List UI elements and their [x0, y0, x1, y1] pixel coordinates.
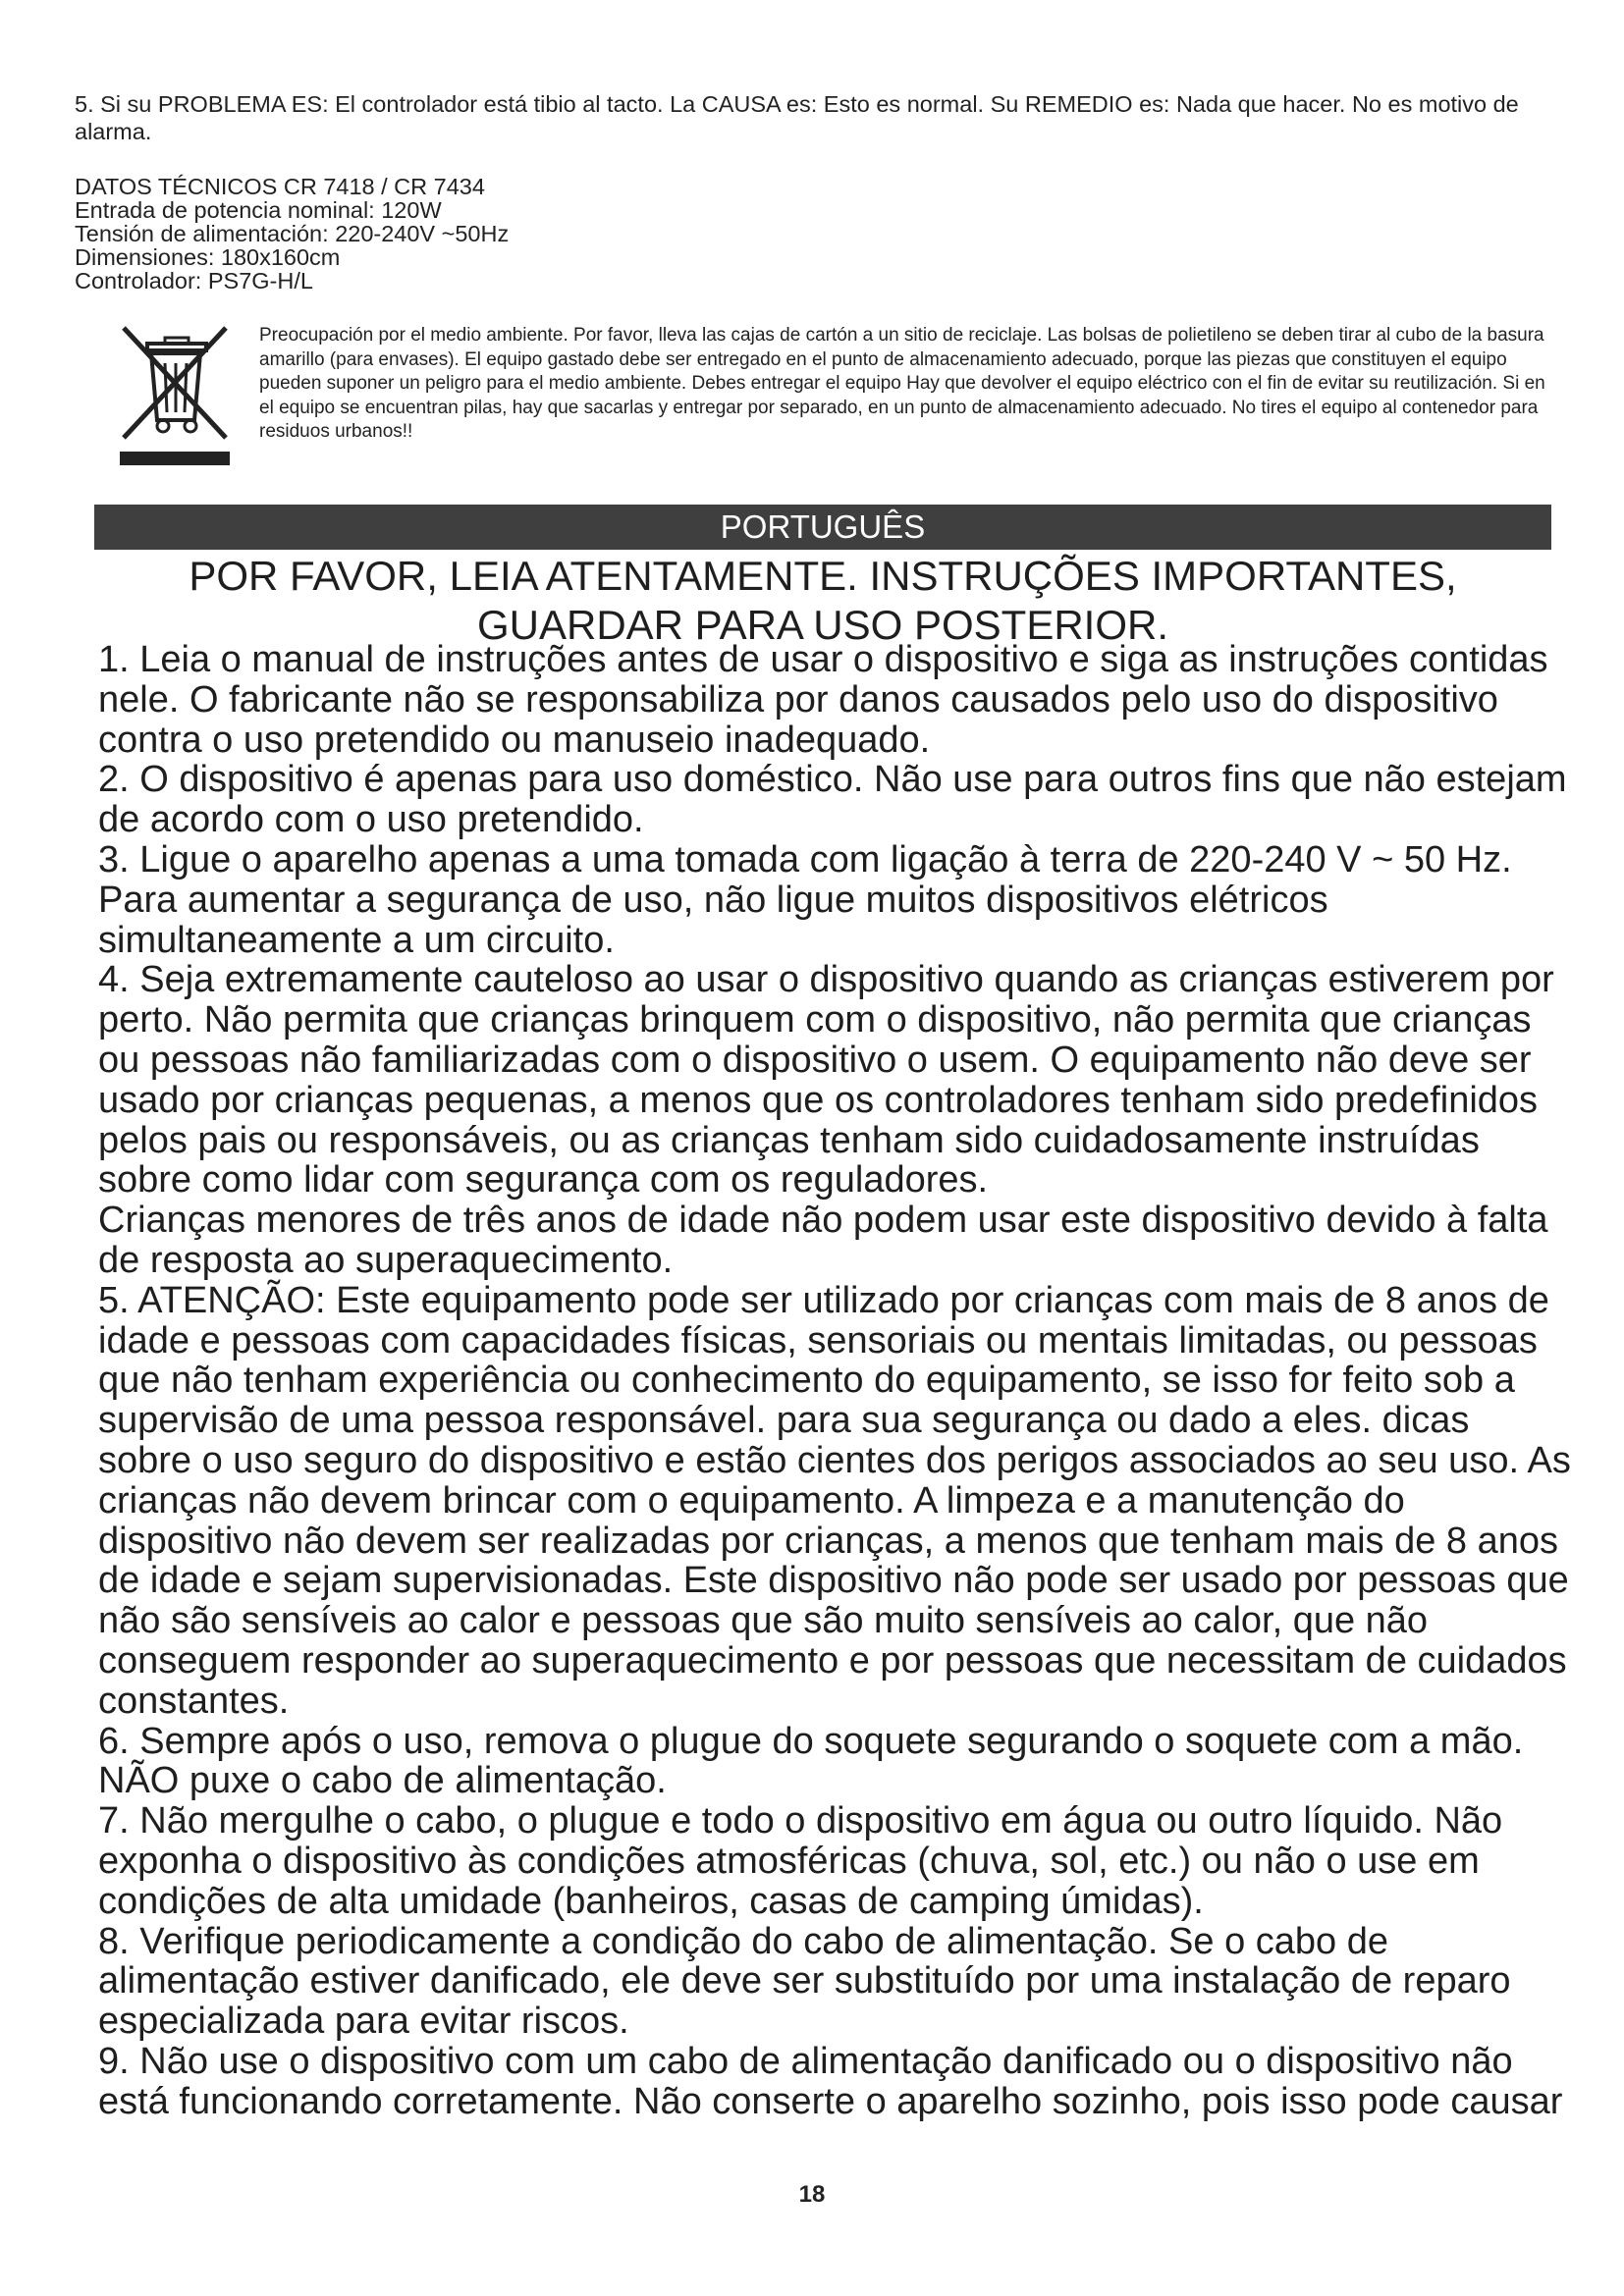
instruction-item: Crianças menores de três anos de idade não podem usar este dispositivo devido à falta de resposta ao superaquecimento.: [98, 1200, 1548, 1281]
technical-data-controller: Controlador: PS7G-H/L: [75, 268, 313, 294]
important-instructions-heading: POR FAVOR, LEIA ATENTAMENTE. INSTRUÇÕES IMPORTANTES, GUARDAR PARA USO POSTERIOR.: [189, 553, 1457, 648]
page-number: 18: [798, 2181, 826, 2208]
technical-data-power: Entrada de potencia nominal: 120W: [75, 197, 442, 223]
safety-instructions-list: [98, 640, 1571, 2121]
instruction-item: 1. Leia o manual de instruções antes de usar o dispositivo e siga as instruções contidas nele. O fabricante não se responsabiliza por danos causados pelo uso do dispositivo contra o uso pretendido ou manuseio inadequado.: [98, 639, 1548, 761]
technical-data-dimensions: Dimensiones: 180x160cm: [75, 244, 341, 270]
instruction-item: 7. Não mergulhe o cabo, o plugue e todo o dispositivo em água ou outro líquido. Não exponha o dispositivo às condições atmosféricas (chuva, sol, etc.) ou não o use em condições de alta umidade (banheiros, casas de camping úmidas).: [98, 1800, 1503, 1922]
instruction-item: 3. Ligue o aparelho apenas a uma tomada com ligação à terra de 220-240 V ~ 50 Hz. Para aumentar a segurança de uso, não ligue muitos dispositivos elétricos simultaneamente a um circuito.: [98, 838, 1512, 961]
instruction-item: 2. O dispositivo é apenas para uso doméstico. Não use para outros fins que não estejam de acordo com o uso pretendido.: [98, 759, 1567, 841]
environment-notice: Preocupación por el medio ambiente. Por favor, lleva las cajas de cartón a un sitio de reciclaje. Las bolsas de polietileno se deben tirar al cubo de la basura amarillo (para envases). El equipo gastado debe ser entregado en el punto de almacenamiento adecuado, porque las piezas que constituyen el equipo pueden suponer un peligro para el medio ambiente. Debes entregar el equipo Hay que devolver el equipo eléctrico con el fin de evitar su reutilización. Si en el equipo se encuentran pilas, hay que sacarlas y entregar por separado, en un punto de almacenamiento adecuado. No tires el equipo al contenedor para residuos urbanos!!: [259, 325, 1545, 443]
technical-data-title: DATOS TÉCNICOS CR 7418 / CR 7434: [75, 174, 485, 199]
instruction-item: 4. Seja extremamente cauteloso ao usar o dispositivo quando as crianças estiverem por perto. Não permita que crianças brinquem com o dispositivo, não permita que crianças ou pessoas não familiarizadas com o dispositivo o usem. O equipamento não deve ser usado por crianças pequenas, a menos que os controladores tenham sido predefinidos pelos pais ou responsáveis, ou as crianças tenham sido cuidadosamente instruídas sobre como lidar com segurança com os reguladores.: [98, 959, 1554, 1201]
instruction-item: 8. Verifique periodicamente a condição do cabo de alimentação. Se o cabo de alimentação estiver danificado, ele deve ser substituído por uma instalação de reparo especializada para evitar riscos.: [98, 1920, 1511, 2043]
technical-data-voltage: Tensión de alimentación: 220-240V ~50Hz: [75, 221, 510, 246]
technical-data-block: [75, 175, 860, 293]
crossed-out-wheelie-bin-icon: [116, 322, 234, 467]
spanish-troubleshooting-item: 5. Si su PROBLEMA ES: El controlador está tibio al tacto. La CAUSA es: Esto es normal. Su REMEDIO es: Nada que hacer. No es motivo de alarma.: [75, 91, 1519, 144]
language-section-header: PORTUGUÊS: [94, 505, 1551, 550]
instruction-item: 6. Sempre após o uso, remova o plugue do soquete segurando o soquete com a mão. NÃO puxe o cabo de alimentação.: [98, 1720, 1524, 1802]
instruction-item: 9. Não use o dispositivo com um cabo de alimentação danificado ou o dispositivo não está funcionando corretamente. Não conserte o aparelho sozinho, pois isso pode causar: [98, 2040, 1563, 2122]
instruction-item: 5. ATENÇÃO: Este equipamento pode ser utilizado por crianças com mais de 8 anos de idade e pessoas com capacidades físicas, sensoriais ou mentais limitadas, ou pessoas que não tenham experiência ou conhecimento do equipamento, se isso for feito sob a supervisão de uma pessoa responsável. para sua segurança ou dado a eles. dicas sobre o uso seguro do dispositivo e estão cientes dos perigos associados ao seu uso. As crianças não devem brincar com o equipamento. A limpeza e a manutenção do dispositivo não devem ser realizadas por crianças, a menos que tenham mais de 8 anos de idade e sejam supervisionadas. Este dispositivo não pode ser usado por pessoas que não são sensíveis ao calor e pessoas que são muito sensíveis ao calor, que não conseguem responder ao superaquecimento e por pessoas que necessitam de cuidados constantes.: [98, 1279, 1571, 1722]
